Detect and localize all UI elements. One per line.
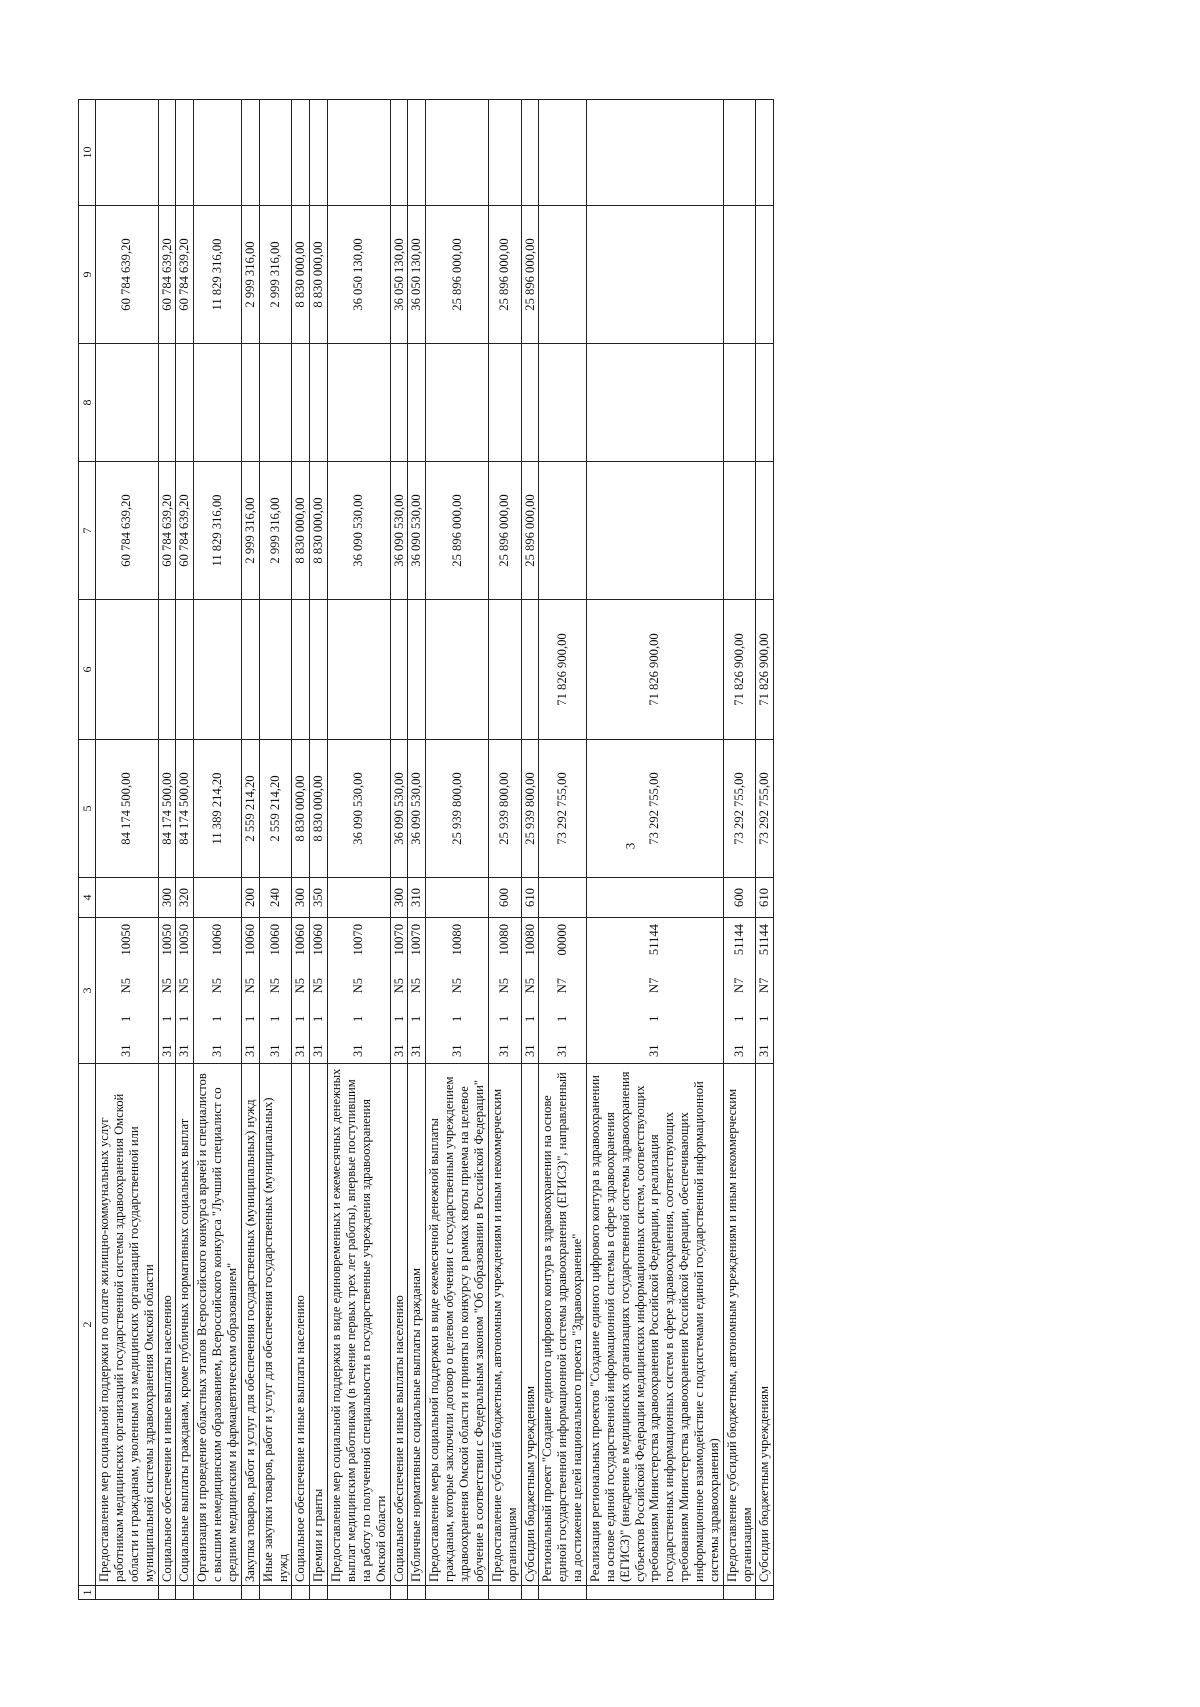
row-amount-c5: 73 292 755,00 xyxy=(756,740,774,878)
row-amount-c7 xyxy=(539,462,587,600)
row-description: Предоставление мер социальной поддержки в виде единовременных и ежемесячных денежных выплат медицинским работникам (в течение первых трех лет работы), впервые поступившим на работу по полученной специальности в государственные учреждения здравоохранения Омской области xyxy=(328,1064,390,1586)
code-part: N5 xyxy=(497,977,512,994)
row-amount-c10 xyxy=(390,100,408,206)
row-amount-c5: 2 559 214,20 xyxy=(241,740,259,878)
row-description: Предоставление мер социальной поддержки по оплате жилищно-коммунальных услуг работникам медицинских организаций государственной системы здравоохранения Омской области и гражданам, уволенным из медицинских организаций государственной или муниципальной системы здравоохранения Омской области xyxy=(96,1064,158,1586)
code-part: N7 xyxy=(757,977,772,994)
code-part: 10070 xyxy=(409,924,424,956)
code-part: 10060 xyxy=(311,924,326,956)
row-col-1-cell xyxy=(390,1586,408,1600)
row-amount-c9: 8 830 000,00 xyxy=(292,206,310,344)
code-part: 10060 xyxy=(268,924,283,956)
row-amount-c6 xyxy=(96,600,158,740)
code-part: N5 xyxy=(210,977,225,994)
table-row xyxy=(158,100,176,1600)
row-amount-c6: 71 826 900,00 xyxy=(756,600,774,740)
code-part: N7 xyxy=(732,977,747,994)
row-amount-c9: 60 784 639,20 xyxy=(96,206,158,344)
row-code xyxy=(259,918,292,1064)
code-part: 31 xyxy=(497,1044,512,1057)
row-amount-c10 xyxy=(241,100,259,206)
code-part: N7 xyxy=(555,977,570,994)
row-code xyxy=(408,918,426,1064)
code-part: 00000 xyxy=(555,924,570,956)
row-col-1-cell xyxy=(521,1586,539,1600)
table-row xyxy=(259,100,292,1600)
code-part: 31 xyxy=(351,1044,366,1057)
row-code xyxy=(194,918,242,1064)
code-part: 31 xyxy=(449,1044,464,1057)
row-amount-c10 xyxy=(521,100,539,206)
code-part: N5 xyxy=(242,977,257,994)
code-part: 1 xyxy=(647,1015,662,1022)
code-part: N7 xyxy=(647,977,662,994)
code-part: 1 xyxy=(351,1015,366,1022)
row-amount-c6 xyxy=(310,600,328,740)
table-row xyxy=(488,100,521,1600)
row-amount-c8 xyxy=(426,344,488,462)
code-part: 10050 xyxy=(159,924,174,956)
row-amount-c10 xyxy=(539,100,587,206)
row-description: Предоставление субсидий бюджетным, автономным учреждениям и иным некоммерческим организациям xyxy=(723,1064,756,1586)
row-amount-c7: 11 829 316,00 xyxy=(194,462,242,600)
row-col-1-cell xyxy=(586,1586,723,1600)
table-row xyxy=(241,100,259,1600)
row-amount-c10 xyxy=(292,100,310,206)
code-part: N5 xyxy=(311,977,326,994)
code-part: 10070 xyxy=(351,924,366,956)
code-part: 1 xyxy=(242,1015,257,1022)
code-part: N5 xyxy=(391,977,406,994)
row-code xyxy=(96,918,158,1064)
row-description: Иные закупки товаров, работ и услуг для обеспечения государственных (муниципальных) нужд xyxy=(259,1064,292,1586)
code-part: 10070 xyxy=(391,924,406,956)
table-row xyxy=(328,100,390,1600)
code-part: 1 xyxy=(210,1015,225,1022)
code-part: 51144 xyxy=(732,924,747,956)
table-row xyxy=(539,100,587,1600)
code-part: 10060 xyxy=(210,924,225,956)
code-part: 31 xyxy=(555,1044,570,1057)
table-row xyxy=(723,100,756,1600)
code-part: 1 xyxy=(391,1015,406,1022)
row-amount-c9: 11 829 316,00 xyxy=(194,206,242,344)
row-amount-c9: 25 896 000,00 xyxy=(488,206,521,344)
col-header-2: 2 xyxy=(79,1064,96,1586)
row-amount-c5: 84 174 500,00 xyxy=(158,740,176,878)
row-amount-c7: 25 896 000,00 xyxy=(426,462,488,600)
table-row xyxy=(521,100,539,1600)
code-part: 1 xyxy=(732,1015,747,1022)
code-part: 31 xyxy=(311,1044,326,1057)
row-col-1-cell xyxy=(328,1586,390,1600)
row-amount-c5: 11 389 214,20 xyxy=(194,740,242,878)
code-part: 10060 xyxy=(293,924,308,956)
row-amount-c8 xyxy=(158,344,176,462)
row-col-1-cell xyxy=(488,1586,521,1600)
row-col-1-cell xyxy=(241,1586,259,1600)
code-part: 1 xyxy=(311,1015,326,1022)
row-expense-type: 310 xyxy=(408,878,426,918)
table-row xyxy=(426,100,488,1600)
row-amount-c8 xyxy=(586,344,723,462)
code-part: 31 xyxy=(119,1044,134,1057)
row-expense-type xyxy=(586,878,723,918)
code-part: N5 xyxy=(351,977,366,994)
row-col-1-cell xyxy=(176,1586,194,1600)
row-amount-c5: 2 559 214,20 xyxy=(259,740,292,878)
code-part: 1 xyxy=(409,1015,424,1022)
row-code xyxy=(756,918,774,1064)
row-amount-c6 xyxy=(241,600,259,740)
row-expense-type: 610 xyxy=(521,878,539,918)
code-part: 31 xyxy=(242,1044,257,1057)
table-row xyxy=(408,100,426,1600)
row-expense-type: 610 xyxy=(756,878,774,918)
row-amount-c10 xyxy=(259,100,292,206)
row-code xyxy=(241,918,259,1064)
row-amount-c7: 2 999 316,00 xyxy=(241,462,259,600)
code-part: N5 xyxy=(268,977,283,994)
code-part: N5 xyxy=(522,977,537,994)
row-amount-c6 xyxy=(488,600,521,740)
row-amount-c8 xyxy=(488,344,521,462)
row-col-1-cell xyxy=(408,1586,426,1600)
row-expense-type xyxy=(194,878,242,918)
code-part: 31 xyxy=(177,1044,192,1057)
row-amount-c9: 36 050 130,00 xyxy=(328,206,390,344)
row-amount-c9: 36 050 130,00 xyxy=(390,206,408,344)
row-amount-c6 xyxy=(292,600,310,740)
row-amount-c5: 25 939 800,00 xyxy=(488,740,521,878)
row-amount-c6: 71 826 900,00 xyxy=(723,600,756,740)
col-header-8: 8 xyxy=(79,344,96,462)
row-description: Субсидии бюджетным учреждениям xyxy=(756,1064,774,1586)
row-amount-c7: 2 999 316,00 xyxy=(259,462,292,600)
code-part: 10080 xyxy=(497,924,512,956)
col-header-9: 9 xyxy=(79,206,96,344)
row-expense-type: 240 xyxy=(259,878,292,918)
row-amount-c6 xyxy=(426,600,488,740)
row-amount-c5: 73 292 755,00 xyxy=(586,740,723,878)
row-amount-c9 xyxy=(586,206,723,344)
row-code xyxy=(328,918,390,1064)
col-header-7: 7 xyxy=(79,462,96,600)
row-amount-c8 xyxy=(408,344,426,462)
row-amount-c9: 8 830 000,00 xyxy=(310,206,328,344)
row-amount-c5: 8 830 000,00 xyxy=(310,740,328,878)
row-description: Региональный проект "Создание единого цифрового контура в здравоохранении на основе единой государственной информационной системы здравоохранения (ЕГИСЗ)", направленный на достижение целей национального проекта "Здравоохранение" xyxy=(539,1064,587,1586)
row-amount-c8 xyxy=(310,344,328,462)
row-amount-c10 xyxy=(586,100,723,206)
row-expense-type xyxy=(539,878,587,918)
code-part: 1 xyxy=(268,1015,283,1022)
budget-table xyxy=(78,99,774,1600)
row-expense-type: 320 xyxy=(176,878,194,918)
row-code xyxy=(310,918,328,1064)
row-amount-c9: 2 999 316,00 xyxy=(241,206,259,344)
row-amount-c6 xyxy=(521,600,539,740)
row-code xyxy=(390,918,408,1064)
row-expense-type: 350 xyxy=(310,878,328,918)
row-amount-c9: 60 784 639,20 xyxy=(176,206,194,344)
row-description: Социальные выплаты гражданам, кроме публичных нормативных социальных выплат xyxy=(176,1064,194,1586)
row-amount-c10 xyxy=(723,100,756,206)
row-description: Предоставление меры социальной поддержки в виде ежемесячной денежной выплаты гражданам, которые заключили договор о целевом обучении с государственным учреждением здравоохранения Омской области и приняты по конкурсу в рамках квоты приема на целевое обучение в соответствии с Федеральным законом "Об образовании в Российской Федерации" xyxy=(426,1064,488,1586)
row-amount-c10 xyxy=(756,100,774,206)
col-header-6: 6 xyxy=(79,600,96,740)
code-part: N5 xyxy=(449,977,464,994)
code-part: N5 xyxy=(119,977,134,994)
code-part: 1 xyxy=(159,1015,174,1022)
row-amount-c7 xyxy=(756,462,774,600)
row-amount-c8 xyxy=(194,344,242,462)
table-row xyxy=(96,100,158,1600)
row-amount-c8 xyxy=(96,344,158,462)
row-amount-c5: 8 830 000,00 xyxy=(292,740,310,878)
row-amount-c8 xyxy=(292,344,310,462)
code-part: 10050 xyxy=(119,924,134,956)
row-amount-c5: 36 090 530,00 xyxy=(408,740,426,878)
row-col-1-cell xyxy=(292,1586,310,1600)
row-amount-c5: 36 090 530,00 xyxy=(390,740,408,878)
row-amount-c6 xyxy=(408,600,426,740)
code-part: 1 xyxy=(449,1015,464,1022)
row-amount-c7: 36 090 530,00 xyxy=(408,462,426,600)
row-amount-c6 xyxy=(194,600,242,740)
row-amount-c10 xyxy=(158,100,176,206)
row-description: Реализация региональных проектов "Создание единого цифрового контура в здравоохранении на основе единой государственной информационной системы в сфере здравоохранения (ЕГИСЗ)" (внедрение в медицинских организациях государственной системы здравоохранения субъектов Российской Федерации медицинских информационных систем, соответствующих требованиям Министерства здравоохранения Российской Федерации, и реализация государственных информационных систем в сфере здравоохранения, соответствующих требованиям Министерства здравоохранения Российской Федерации, обеспечивающих информационное взаимодействие с подсистемами единой государственной информационной системы здравоохранения) xyxy=(586,1064,723,1586)
code-part: N5 xyxy=(409,977,424,994)
row-code xyxy=(158,918,176,1064)
row-expense-type xyxy=(96,878,158,918)
code-part: N5 xyxy=(159,977,174,994)
row-description: Предоставление субсидий бюджетным, автономным учреждениям и иным некоммерческим организациям xyxy=(488,1064,521,1586)
code-part: 1 xyxy=(177,1015,192,1022)
code-part: 31 xyxy=(757,1044,772,1057)
row-amount-c8 xyxy=(241,344,259,462)
row-col-1-cell xyxy=(194,1586,242,1600)
code-part: 31 xyxy=(159,1044,174,1057)
row-code xyxy=(521,918,539,1064)
row-amount-c5: 84 174 500,00 xyxy=(96,740,158,878)
row-amount-c6: 71 826 900,00 xyxy=(586,600,723,740)
row-amount-c5: 73 292 755,00 xyxy=(539,740,587,878)
row-col-1-cell xyxy=(723,1586,756,1600)
row-amount-c7: 36 090 530,00 xyxy=(390,462,408,600)
row-amount-c10 xyxy=(194,100,242,206)
row-amount-c8 xyxy=(756,344,774,462)
row-code xyxy=(723,918,756,1064)
row-amount-c7: 36 090 530,00 xyxy=(328,462,390,600)
row-amount-c7: 60 784 639,20 xyxy=(158,462,176,600)
row-description: Социальное обеспечение и иные выплаты населению xyxy=(158,1064,176,1586)
row-amount-c6 xyxy=(158,600,176,740)
table-row xyxy=(176,100,194,1600)
code-part: 10060 xyxy=(242,924,257,956)
row-amount-c5: 84 174 500,00 xyxy=(176,740,194,878)
row-amount-c5: 36 090 530,00 xyxy=(328,740,390,878)
code-part: 31 xyxy=(268,1044,283,1057)
table-row xyxy=(586,100,723,1600)
row-amount-c10 xyxy=(328,100,390,206)
row-code xyxy=(539,918,587,1064)
row-col-1-cell xyxy=(96,1586,158,1600)
header-row xyxy=(79,100,96,1600)
row-amount-c9: 60 784 639,20 xyxy=(158,206,176,344)
page-number: 3 xyxy=(622,842,638,850)
row-amount-c8 xyxy=(328,344,390,462)
code-part: 1 xyxy=(757,1015,772,1022)
budget-table-sheet xyxy=(78,100,1168,1600)
row-amount-c7: 25 896 000,00 xyxy=(488,462,521,600)
row-amount-c10 xyxy=(408,100,426,206)
code-part: 1 xyxy=(497,1015,512,1022)
code-part: 31 xyxy=(210,1044,225,1057)
row-amount-c10 xyxy=(426,100,488,206)
row-amount-c6 xyxy=(390,600,408,740)
code-part: 10050 xyxy=(177,924,192,956)
row-amount-c7: 25 896 000,00 xyxy=(521,462,539,600)
row-amount-c7: 8 830 000,00 xyxy=(292,462,310,600)
row-amount-c9: 36 050 130,00 xyxy=(408,206,426,344)
code-part: 1 xyxy=(522,1015,537,1022)
row-description: Социальное обеспечение и иные выплаты населению xyxy=(292,1064,310,1586)
row-amount-c5: 25 939 800,00 xyxy=(426,740,488,878)
row-description: Социальное обеспечение и иные выплаты населению xyxy=(390,1064,408,1586)
col-header-10: 10 xyxy=(79,100,96,206)
row-amount-c8 xyxy=(723,344,756,462)
row-col-1-cell xyxy=(426,1586,488,1600)
row-amount-c6 xyxy=(328,600,390,740)
table-row xyxy=(194,100,242,1600)
row-amount-c8 xyxy=(390,344,408,462)
row-description: Субсидии бюджетным учреждениям xyxy=(521,1064,539,1586)
row-code xyxy=(176,918,194,1064)
row-expense-type xyxy=(426,878,488,918)
row-amount-c6: 71 826 900,00 xyxy=(539,600,587,740)
code-part: 51144 xyxy=(757,924,772,956)
row-amount-c7: 60 784 639,20 xyxy=(176,462,194,600)
code-part: N5 xyxy=(177,977,192,994)
row-description: Организация и проведение областных этапов Всероссийского конкурса врачей и специалистов с высшим немедицинским образованием, Всероссийского конкурса "Лучший специалист со средним медицинским и фармацевтическим образованием" xyxy=(194,1064,242,1586)
row-expense-type: 600 xyxy=(723,878,756,918)
code-part: 31 xyxy=(391,1044,406,1057)
row-description: Закупка товаров, работ и услуг для обеспечения государственных (муниципальных) нужд xyxy=(241,1064,259,1586)
code-part: 1 xyxy=(119,1015,134,1022)
col-header-4: 4 xyxy=(79,878,96,918)
row-amount-c9 xyxy=(539,206,587,344)
row-amount-c8 xyxy=(539,344,587,462)
code-part: 31 xyxy=(409,1044,424,1057)
code-part: N5 xyxy=(293,977,308,994)
code-part: 10080 xyxy=(449,924,464,956)
code-part: 1 xyxy=(555,1015,570,1022)
row-expense-type: 600 xyxy=(488,878,521,918)
col-header-5: 5 xyxy=(79,740,96,878)
table-row xyxy=(756,100,774,1600)
row-col-1-cell xyxy=(310,1586,328,1600)
row-amount-c7: 60 784 639,20 xyxy=(96,462,158,600)
row-col-1-cell xyxy=(259,1586,292,1600)
row-expense-type: 300 xyxy=(390,878,408,918)
row-amount-c8 xyxy=(176,344,194,462)
row-amount-c8 xyxy=(521,344,539,462)
code-part: 10080 xyxy=(522,924,537,956)
col-header-3: 3 xyxy=(79,918,96,1064)
table-row xyxy=(310,100,328,1600)
row-amount-c10 xyxy=(488,100,521,206)
row-amount-c6 xyxy=(259,600,292,740)
row-amount-c5: 25 939 800,00 xyxy=(521,740,539,878)
row-col-1-cell xyxy=(158,1586,176,1600)
table-row xyxy=(390,100,408,1600)
col-header-1: 1 xyxy=(79,1586,96,1600)
row-expense-type: 300 xyxy=(158,878,176,918)
row-code xyxy=(426,918,488,1064)
row-code xyxy=(292,918,310,1064)
row-amount-c9: 25 896 000,00 xyxy=(426,206,488,344)
row-amount-c9: 25 896 000,00 xyxy=(521,206,539,344)
row-amount-c7: 8 830 000,00 xyxy=(310,462,328,600)
row-expense-type: 300 xyxy=(292,878,310,918)
code-part: 31 xyxy=(732,1044,747,1057)
row-expense-type xyxy=(328,878,390,918)
row-amount-c6 xyxy=(176,600,194,740)
row-amount-c10 xyxy=(310,100,328,206)
row-amount-c8 xyxy=(259,344,292,462)
row-code xyxy=(586,918,723,1064)
row-amount-c5: 73 292 755,00 xyxy=(723,740,756,878)
row-amount-c9: 2 999 316,00 xyxy=(259,206,292,344)
table-row xyxy=(292,100,310,1600)
row-amount-c10 xyxy=(176,100,194,206)
code-part: 51144 xyxy=(647,924,662,956)
row-amount-c7 xyxy=(723,462,756,600)
row-amount-c9 xyxy=(756,206,774,344)
row-description: Премии и гранты xyxy=(310,1064,328,1586)
row-description: Публичные нормативные социальные выплаты гражданам xyxy=(408,1064,426,1586)
row-col-1-cell xyxy=(539,1586,587,1600)
row-amount-c9 xyxy=(723,206,756,344)
row-code xyxy=(488,918,521,1064)
row-amount-c7 xyxy=(586,462,723,600)
row-amount-c10 xyxy=(96,100,158,206)
row-col-1-cell xyxy=(756,1586,774,1600)
code-part: 31 xyxy=(522,1044,537,1057)
row-expense-type: 200 xyxy=(241,878,259,918)
code-part: 1 xyxy=(293,1015,308,1022)
code-part: 31 xyxy=(293,1044,308,1057)
code-part: 31 xyxy=(647,1044,662,1057)
